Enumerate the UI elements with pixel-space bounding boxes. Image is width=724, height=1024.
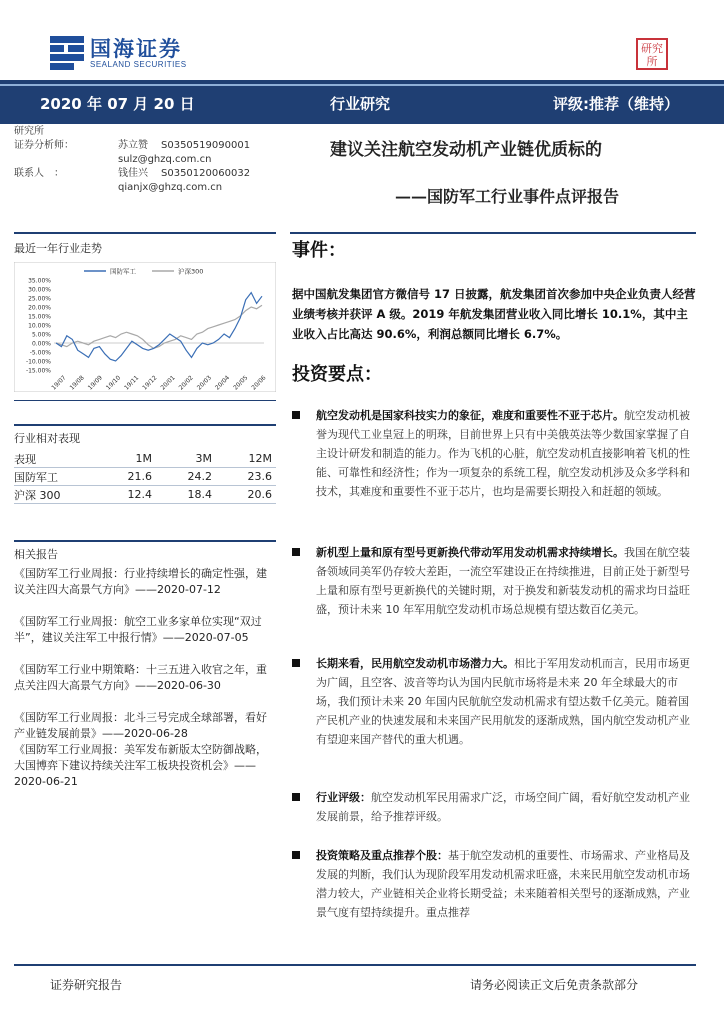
y-tick-label: 25.00% [28,295,51,303]
point-item [292,788,696,826]
point-item [292,543,696,619]
x-tick-label: 19/07 [50,374,68,392]
point-lead: 航空发动机是国家科技实力的象征，难度和重要性不亚于芯片。 [316,409,624,422]
related-report-item[interactable]: 《国防军工行业周报：美军发布新版太空防御战略，大国博弈下建议持续关注军工板块投资机会》——2020-06-21 [14,743,267,788]
point-body: 相比于军用发动机而言，民用市场更为广阔，且空客、波音等均认为国内民航市场将是未来 20 年全球最大的市场，我们预计未来 20 年国内民航航空发动机需求有望达数千亿美元。随着国产民机产业的快速发展和未来国产民用航发的逐渐成熟，国内航空发动机产业有望迎来国产替代的重大机遇。 [316,657,690,746]
perf-cell: 20.6 [247,488,272,501]
y-tick-label: 10.00% [28,322,51,330]
bullet-square-icon [292,659,300,667]
report-type: 行业研究 [330,95,391,113]
company-logo [50,36,187,70]
perf-cell: 23.6 [247,470,272,483]
perf-col-header: 1M [135,452,152,465]
legend-entry: 国防军工 [110,267,136,276]
header-band-line [0,84,724,86]
analyst-email: sulz@ghzq.com.cn [118,154,212,165]
points-heading: 投资要点： [292,364,382,385]
point-lead: 新机型上量和原有型号更新换代带动军用发动机需求持续增长。 [316,546,624,559]
perf-cell: 沪深 300 [14,488,61,502]
x-tick-label: 19/08 [68,374,86,392]
point-lead: 投资策略及重点推荐个股： [316,849,448,862]
contact-name: 钱佳兴 [118,168,148,179]
perf-cell: 24.2 [187,470,212,483]
perf-col-header: 12M [248,452,272,465]
chart-heading: 最近一年行业走势 [14,242,102,255]
perf-col-header: 3M [195,452,212,465]
x-tick-label: 20/01 [159,374,177,392]
report-rating: 评级:推荐（维持） [553,95,679,113]
point-body: 基于航空发动机的重要性、市场需求、产业格局及发展的判断，我们认为现阶段军用发动机需求旺盛，未来民用航空发动机市场潜力较大，产业链相关企业将长期受益；未来随着相关型号的逐渐成熟，产业景气度有望持续提升。重点推荐 [316,849,690,919]
perf-col-header: 表现 [14,452,36,466]
y-tick-label: 15.00% [28,313,51,321]
point-body: 航空发动机军民用需求广泛，市场空间广阔，看好航空发动机产业发展前景，给予推荐评级。 [316,791,690,823]
analyst-label: 证券分析师： [14,140,74,151]
related-report-item[interactable]: 《国防军工行业周报：北斗三号完成全球部署，看好产业链发展前景》——2020-06-28 [14,711,267,740]
related-heading: 相关报告 [14,548,58,561]
footer-rule [14,964,696,966]
perf-top-rule [14,424,276,426]
report-main-title: 建议关注航空发动机产业链优质标的 [330,140,602,160]
event-heading: 事件： [292,240,346,261]
x-tick-label: 20/03 [195,374,213,392]
event-top-rule [290,232,696,234]
legend-entry: 沪深300 [178,267,204,276]
related-report-item[interactable]: 《国防军工行业中期策略：十三五进入收官之年，重点关注四大高景气方向》——2020-06-30 [14,663,267,692]
bullet-square-icon [292,548,300,556]
x-tick-label: 20/05 [232,374,250,392]
perf-table [14,450,276,504]
dept-label: 研究所 [14,126,44,137]
perf-cell: 国防军工 [14,470,58,484]
bullet-square-icon [292,411,300,419]
x-tick-label: 20/02 [177,374,195,392]
event-text: 据中国航发集团官方微信号 17 日披露，航发集团首次参加中央企业负责人经营业绩考核并获评 A 级。2019 年航发集团营业收入同比增长 10.1%，其中主业收入占比高达 90.6%，利润总额同比增长 6.7%。 [292,287,696,341]
perf-cell: 21.6 [127,470,152,483]
bullet-square-icon [292,851,300,859]
x-tick-label: 19/12 [141,374,159,392]
perf-row-defense [14,468,276,486]
trend-chart [14,262,276,392]
perf-row-hs300 [14,486,276,504]
perf-cell: 12.4 [127,488,152,501]
perf-cell: 18.4 [187,488,212,501]
bullet-square-icon [292,793,300,801]
perf-heading: 行业相对表现 [14,432,80,445]
y-tick-label: -15.00% [25,367,51,375]
x-tick-label: 20/04 [213,374,232,392]
y-tick-label: 30.00% [28,286,51,294]
x-tick-label: 20/06 [250,374,268,392]
point-item [292,406,696,501]
logo-mark-icon [50,36,84,70]
related-reports-list [14,566,276,790]
contact-email: qianjx@ghzq.com.cn [118,182,223,193]
y-tick-label: -5.00% [29,349,51,357]
point-item [292,846,696,922]
y-tick-label: 20.00% [28,304,51,312]
related-report-item[interactable]: 《国防军工行业周报：行业持续增长的确定性强，建议关注四大高景气方向》——2020-07-12 [14,567,267,596]
footer-left-text: 证券研究报告 [50,978,123,992]
contact-label: 联系人 ： [14,168,64,179]
point-item [292,654,696,749]
chart-bottom-rule [14,400,276,401]
y-tick-label: 0.00% [31,340,51,348]
point-body: 航空发动机被誉为现代工业皇冠上的明珠，目前世界上只有中美俄英法等少数国家掌握了自主设计研发和制造的能力。作为飞机的心脏，航空发动机直接影响着飞机的性能、可靠性和经济性；作为一项复杂的系统工程，航空发动机涉及众多学科和技术，其难度和重要性不亚于芯片，也均是需要长期投入和赶超的领域。 [316,409,690,498]
logo-chinese-name: 国海证券 [90,36,182,61]
contact-code: S0350120060032 [161,168,251,179]
report-date: 2020 年 07 月 20 日 [40,95,195,113]
report-sub-title: ——国防军工行业事件点评报告 [395,187,620,206]
logo-english-name: SEALAND SECURITIES [90,59,187,69]
y-tick-label: 35.00% [28,277,51,285]
point-lead: 行业评级： [316,791,371,804]
related-report-item[interactable]: 《国防军工行业周报：航空工业多家单位实现“双过半”，建议关注军工中报行情》——2020-07-05 [14,615,262,644]
x-tick-label: 19/09 [86,374,104,392]
analyst-code: S0350519090001 [161,140,251,151]
footer-right-text: 请务必阅读正文后免责条款部分 [470,978,639,992]
analyst-name: 苏立赞 [118,140,148,151]
related-top-rule [14,540,276,542]
x-tick-label: 19/10 [104,374,123,392]
research-seal: 研究所 [636,38,668,70]
x-tick-label: 19/11 [123,374,141,392]
point-lead: 长期来看，民用航空发动机市场潜力大。 [316,657,514,670]
chart-top-rule [14,232,276,234]
y-tick-label: 5.00% [31,331,51,339]
point-body: 我国在航空装备领域同美军仍存较大差距，一流空军建设正在持续推进，目前正处于新型号上量和原有型号更新换代的关键时期，对于换发和新装发动机的需求均日益旺盛，预计未来 10 年军用航空发动机市场总规模有望达数百亿美元。 [316,546,690,616]
chart-frame [14,262,276,392]
y-tick-label: -10.00% [25,358,51,366]
perf-header-row [14,450,276,468]
